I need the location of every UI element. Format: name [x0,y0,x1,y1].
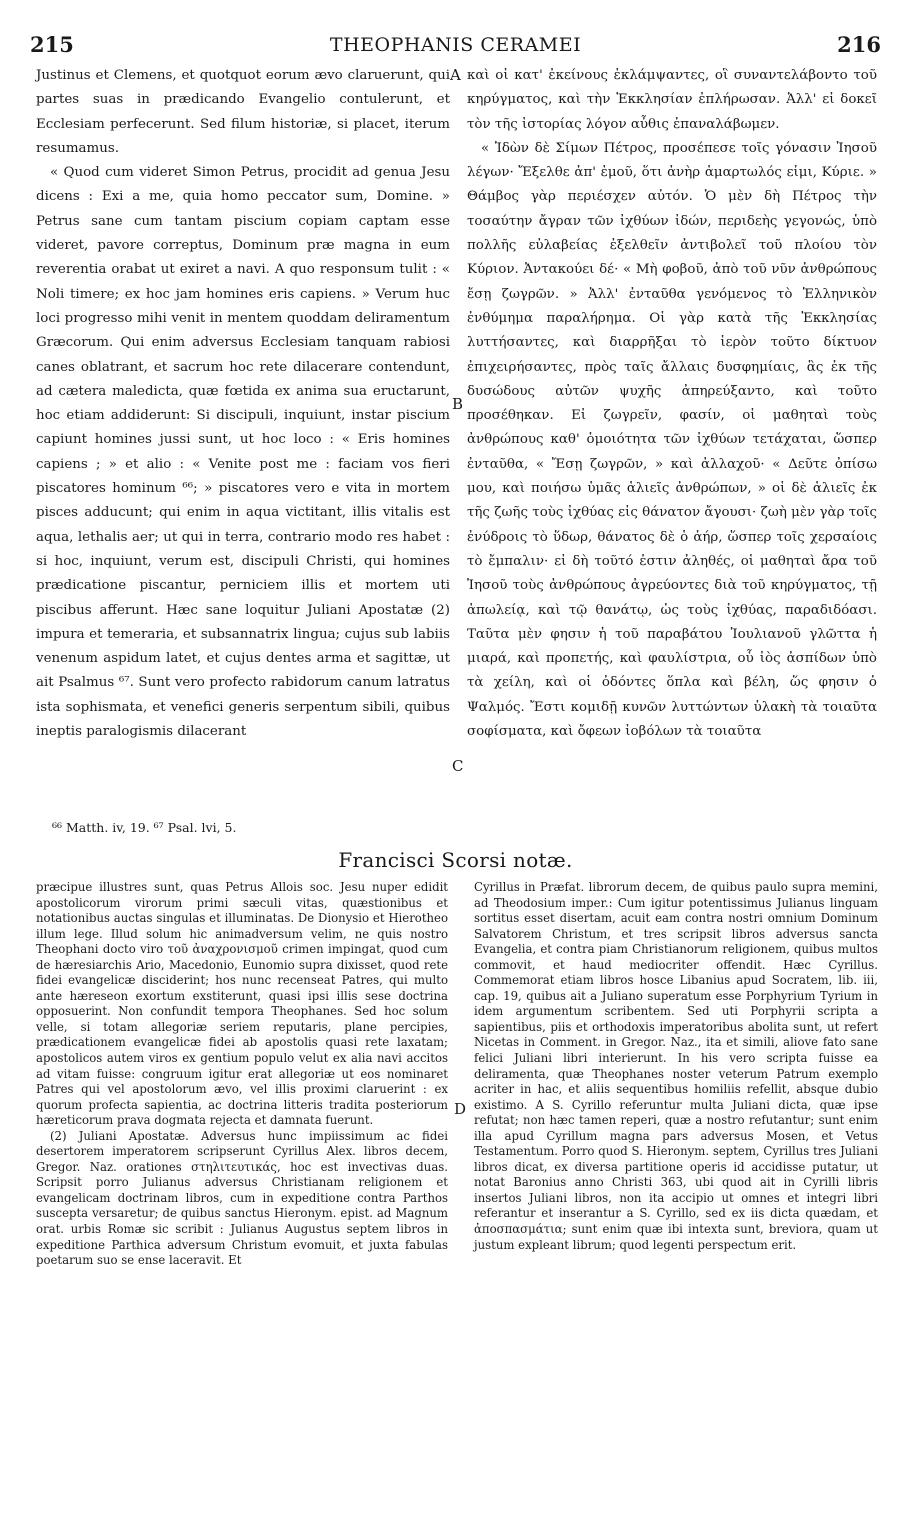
notes-title: Francisci Scorsi notæ. [338,848,573,872]
footnotes: ⁶⁶ Matth. iv, 19. ⁶⁷ Psal. lvi, 5. [52,820,237,835]
note-paragraph: præcipue illustres sunt, quas Petrus Allois soc. Jesu nuper edidit apostolicorum virorum primi sæculi vitas, quæstionibus et notationibus auctas singulas et illuminatas. De Dionysio et Hierotheo illum lege. Illud solum hic animadversum velim, ne quis nostro Theophani docto viro τοῦ ἀναχρονισμοῦ crimen impingat, quod cum de hæresiarchis Ario, Macedonio, Eunomio supra dixisset, quod rete fidei evangelicæ disciderint; hos nunc recenseat Patres, qui multo ante hæreseon exortum exstiterunt, quasi ipsi illis sese doctrina opposuerint. Non confundit tempora Theophanes. Sed hoc solum velle, si totam allegoriæ seriem reputaris, plane percipies, prædicationem evangelicæ fidei ab apostolis quasi rete laxatam; apostolicos autem viros ex gentium populo velut ex alia navi accitos ad vitam fuisse: congruum igitur erat allegoriæ ut eos nominaret Patres qui vel apostolorum ævo, vel illis proximi claruerint : ex quorum profecta sapientia, ac doctrina litteris tradita posteriorum hæreticorum prava dogmata rejecta et damnata fuerunt. [36,880,448,1128]
margin-letter-d: D [454,1100,467,1118]
latin-column [36,64,450,744]
notes-left-column [36,880,448,1269]
running-title: THEOPHANIS CERAMEI [329,34,582,56]
margin-letter-c: C [452,757,464,775]
greek-column [467,64,877,744]
note-paragraph: (2) Juliani Apostatæ. Adversus hunc impiissimum ac fidei desertorem imperatorem scripserunt Cyrillus Alex. libros decem, Gregor. Naz. orationes στηλιτευτικάς, hoc est invectivas duas. Scripsit porro Julianus adversus Christianam religionem et evangelicam doctrinam libros, cum in expeditione contra Parthos suscepta versaretur; de quibus sanctus Hieronym. epist. ad Magnum orat. urbis Romæ sic scribit : Julianus Augustus septem libros in expeditione Parthica adversum Christum evomuit, et juxta fabulas poetarum suo se ense laceravit. Et [36,1128,448,1268]
notes-right-column [474,880,878,1253]
page-number-left: 215 [30,32,74,57]
running-header [30,32,881,60]
page-number-right: 216 [837,32,881,57]
margin-letter-a: A [450,66,461,84]
greek-paragraph: « Ἰδὼν δὲ Σίμων Πέτρος, προσέπεσε τοῖς γόνασιν Ἰησοῦ λέγων· Ἔξελθε ἀπ' ἐμοῦ, ὅτι ἀνὴρ ἁμαρτωλός εἰμι, Κύριε. » Θάμβος γὰρ περιέσχεν αὐτόν. Ὁ μὲν δὴ Πέτρος τὴν τοσαύτην ἄγραν τῶν ἰχθύων ἰδών, περιδεὴς γεγονώς, ὑπὸ πολλῆς εὐλαβείας ἐξελθεῖν ἀντιβολεῖ τοῦ πλοίου τὸν Κύριον. Ἀντακούει δέ· « Μὴ φοβοῦ, ἀπὸ τοῦ νῦν ἀνθρώπους ἔσῃ ζωγρῶν. » Ἀλλ' ἐνταῦθα γενόμενος τὸ Ἑλληνικὸν ἐνθύμημα παραλήρημα. Οἱ γὰρ κατὰ τῆς Ἐκκλησίας λυττήσαντες, καὶ διαρρῆξαι τὸ ἱερὸν τοῦτο δίκτυον ἐπιχειρήσαντες, πρὸς ταῖς ἄλλαις δυσφημίαις, ἃς ἐκ τῆς δυσώδους αὐτῶν ψυχῆς ἀπηρεύξαντο, καὶ τοῦτο προσέθηκαν. Εἰ ζωγρεῖν, φασίν, οἱ μαθηταὶ τοὺς ἀνθρώπους καθ' ὁμοιότητα τῶν ἰχθύων τετάχαται, ὥσπερ ἐνταῦθα, « Ἔσῃ ζωγρῶν, » καὶ ἀλλαχοῦ· « Δεῦτε ὀπίσω μου, καὶ ποιήσω ὑμᾶς ἁλιεῖς ἀνθρώπων, » οἱ δὲ ἁλιεῖς ἐκ τῆς ζωῆς τοὺς ἰχθύας εἰς θάνατον ἄγουσι· ζωὴ μὲν γὰρ τοῖς ἐνύδροις τὸ ὕδωρ, θάνατος δὲ ὁ ἀήρ, ὥσπερ τοῖς χερσαίοις τὸ ἔμπαλιν· εἰ δὴ τοῦτό ἐστιν ἀληθές, οἱ μαθηταὶ ἄρα τοῦ Ἰησοῦ τοὺς ἀνθρώπους ἀγρεύοντες διὰ τοῦ κηρύγματος, τῇ ἀπωλείᾳ, καὶ τῷ θανάτῳ, ὡς τοὺς ἰχθύας, παραδιδόασι. Ταῦτα μὲν φησιν ἡ τοῦ παραβάτου Ἰουλιανοῦ γλῶττα ἡ μιαρά, καὶ προπετής, καὶ φαυλίστρια, οὗ ἰὸς ἀσπίδων ὑπὸ τὰ χείλη, καὶ οἱ ὀδόντες ὅπλα καὶ βέλη, ὥς φησιν ὁ Ψαλμός. Ἔστι κομιδῇ κυνῶν λυττώντων ὑλακὴ τὰ τοιαῦτα σοφίσματα, καὶ ὄφεων ἰοβόλων τὰ τοιαῦτα [467,140,877,740]
margin-letter-b: B [452,395,464,413]
latin-paragraph: Justinus et Clemens, et quotquot eorum ævo claruerunt, qui partes suas in prædicando Evangelio contulerunt, et Ecclesiam perfecerunt. Sed filum historiæ, si placet, iterum resumamus. [36,68,450,156]
greek-paragraph: καὶ οἱ κατ' ἐκείνους ἐκλάμψαντες, οἳ συναντελάβοντο τοῦ κηρύγματος, καὶ τὴν Ἐκκλησίαν ἐπλήρωσαν. Ἀλλ' εἰ δοκεῖ τὸν τῆς ἱστορίας λόγον αὖθις ἐπαναλάβωμεν. [467,68,877,132]
latin-paragraph: « Quod cum videret Simon Petrus, procidit ad genua Jesu dicens : Exi a me, quia homo peccator sum, Domine. » Petrus sane cum tantam piscium copiam captam esse videret, pavore correptus, Dominum præ magna in eum reverentia orabat ut exiret a navi. A quo responsum tulit : « Noli timere; ex hoc jam homines eris capiens. » Verum huc loci progresso mihi venit in mentem quoddam deliramentum Græcorum. Qui enim adversus Ecclesiam tanquam rabiosi canes oblatrant, et sacrum hoc rete dilacerare contendunt, ad cætera maledicta, quæ fœtida ex anima sua eructarunt, hoc etiam addiderunt: Si discipuli, inquiunt, instar piscium capiunt homines jussi sunt, ut hoc loco : « Eris homines capiens ; » et alio : « Venite post me : faciam vos fieri piscatores hominum ⁶⁶; » piscatores vero e vita in mortem pisces adducunt; qui enim in aqua victitant, illis vitalis est aqua, lethalis aer; ut qui in terra, contrario modo res habet : si hoc, inquiunt, verum est, discipuli Christi, qui homines prædicatione piscantur, perniciem illis et mortem uti piscibus afferunt. Hæc sane loquitur Juliani Apostatæ (2) impura et temeraria, et subsannatrix lingua; cujus sub labiis venenum aspidum latet, et cujus dentes arma et sagittæ, ut ait Psalmus ⁶⁷. Sunt vero profecto rabidorum canum latratus ista sophismata, et venefici generis serpentum sibili, quibus ineptis paralogismis dilacerant [36,165,450,740]
note-paragraph: Cyrillus in Præfat. librorum decem, de quibus paulo supra memini, ad Theodosium imper.: Cum igitur potentissimus Julianus linguam sortitus esset disertam, acuit eam contra nostri omnium Dominum Salvatorem Christum, et tres scripsit libros adversus sancta Evangelia, et contra piam Christianorum religionem, quibus multos commovit, et haud mediocriter offendit. Hæc Cyrillus. Commemorat etiam libros hosce Libanius apud Socratem, lib. iii, cap. 19, quibus ait a Juliano superatum esse Porphyrium Tyrium in idem argumentum scribentem. Sed uti Porphyrii scripta a sapientibus, piis et orthodoxis imperatoribus abolita sunt, ut refert Nicetas in Comment. in Gregor. Naz., ita et simili, aliove fato sane felici Juliani libri interierunt. In his vero scripta fuisse ea deliramenta, quæ Theophanes noster veterum Patrum exemplo acriter in hac, et aliis sequentibus homiliis refellit, absque dubio existimo. A S. Cyrillo referuntur multa Juliani dicta, quæ ipse refutat; non hæc tamen reperi, quæ a nostro refutantur; sunt enim illa apud Cyrillum magna pars adversus Mosen, et Vetus Testamentum. Porro quod S. Hieronym. septem, Cyrillus tres Juliani libros dicat, ex diversa partitione operis id accidisse putatur, ut notat Baronius anno Christi 363, ubi quod ait in Cyrilli libris insertos Juliani libros, non ita accipio ut omnes et integri libri referantur et inserantur a S. Cyrillo, sed ex iis dicta quædam, et ἀποσπασμάτια; sunt enim quæ ibi intexta sunt, breviora, quam ut justum expleant librum; quod legenti perspectum erit. [474,880,878,1252]
